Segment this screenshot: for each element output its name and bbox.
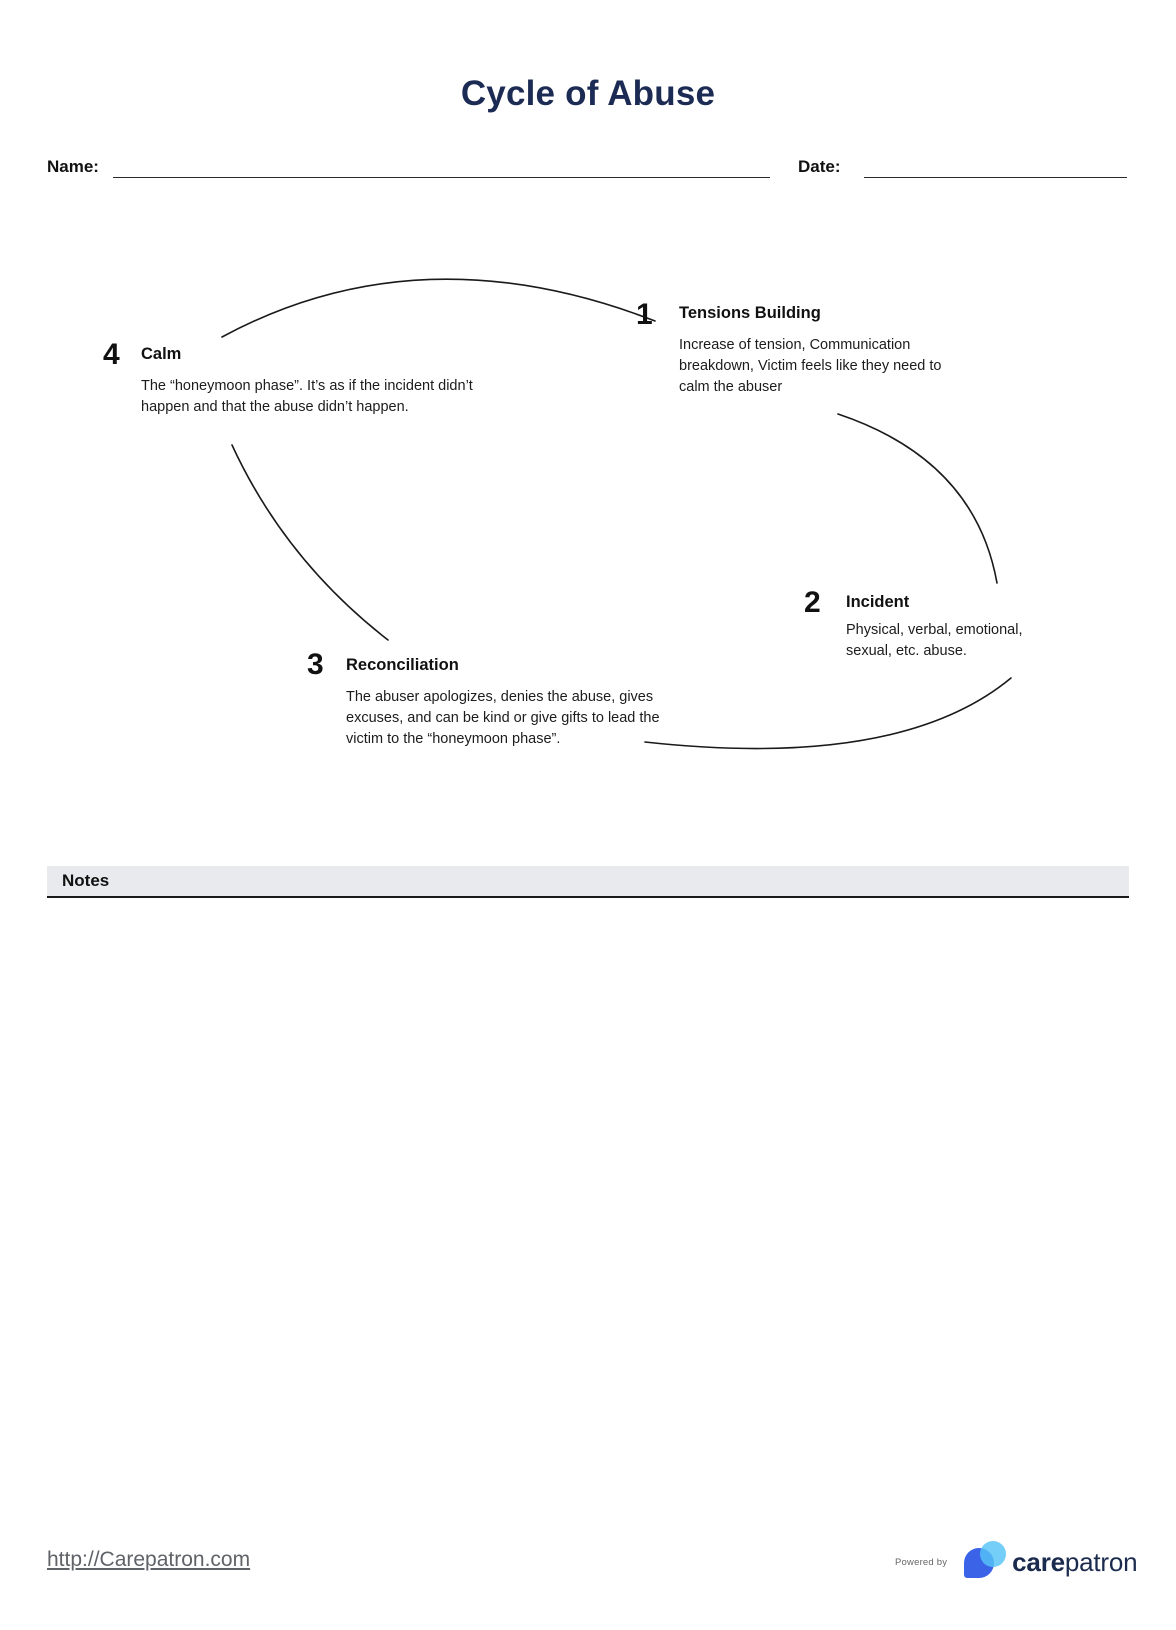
page-title: Cycle of Abuse xyxy=(460,74,716,113)
carepatron-logo xyxy=(959,1539,1137,1585)
date-input-line[interactable] xyxy=(864,158,1127,178)
stage-2-block xyxy=(846,592,1056,662)
stage-3-title: Reconciliation xyxy=(346,656,459,674)
stage-4-title: Calm xyxy=(141,345,182,363)
carepatron-link[interactable]: http://Carepatron.com xyxy=(47,1548,251,1571)
notes-header-bar xyxy=(47,866,1129,898)
notes-writing-area[interactable] xyxy=(47,900,1129,1480)
logo-text-patron: patron xyxy=(1064,1546,1138,1577)
powered-by-label: Powered by xyxy=(895,1556,948,1568)
stage-3-number: 3 xyxy=(307,648,324,681)
notes-label: Notes xyxy=(62,871,110,890)
arc-calm-to-tensions xyxy=(222,279,655,337)
name-input-line[interactable] xyxy=(113,158,770,178)
stage-4-number: 4 xyxy=(103,338,120,371)
stage-4-block xyxy=(141,344,491,418)
arc-reconciliation-to-calm xyxy=(232,445,388,640)
stage-1-description: Increase of tension, Communication breakdown, Victim feels like they need to calm the abuser xyxy=(679,337,942,395)
stage-2-description: Physical, verbal, emotional, sexual, etc. abuse. xyxy=(846,622,1023,659)
stage-3-block xyxy=(346,655,691,750)
carepatron-logo-text xyxy=(1012,1547,1137,1578)
stage-4-description: The “honeymoon phase”. It’s as if the incident didn’t happen and that the abuse didn’t happen. xyxy=(141,378,473,415)
stage-2-title: Incident xyxy=(846,593,910,611)
arc-incident-to-reconciliation xyxy=(645,678,1011,749)
stage-2-number: 2 xyxy=(804,586,821,619)
date-label: Date: xyxy=(798,157,841,176)
arc-tensions-to-incident xyxy=(838,414,997,583)
stage-1-number: 1 xyxy=(636,298,653,331)
stage-3-description: The abuser apologizes, denies the abuse, gives excuses, and can be kind or give gifts to lead the victim to the “honeymoon phase”. xyxy=(346,689,660,747)
stage-1-block xyxy=(679,303,955,398)
carepatron-logo-icon xyxy=(959,1539,1009,1585)
logo-text-care: care xyxy=(1012,1546,1065,1577)
brand-group xyxy=(895,1538,1137,1586)
stage-1-title: Tensions Building xyxy=(679,304,821,322)
name-label: Name: xyxy=(47,157,99,176)
